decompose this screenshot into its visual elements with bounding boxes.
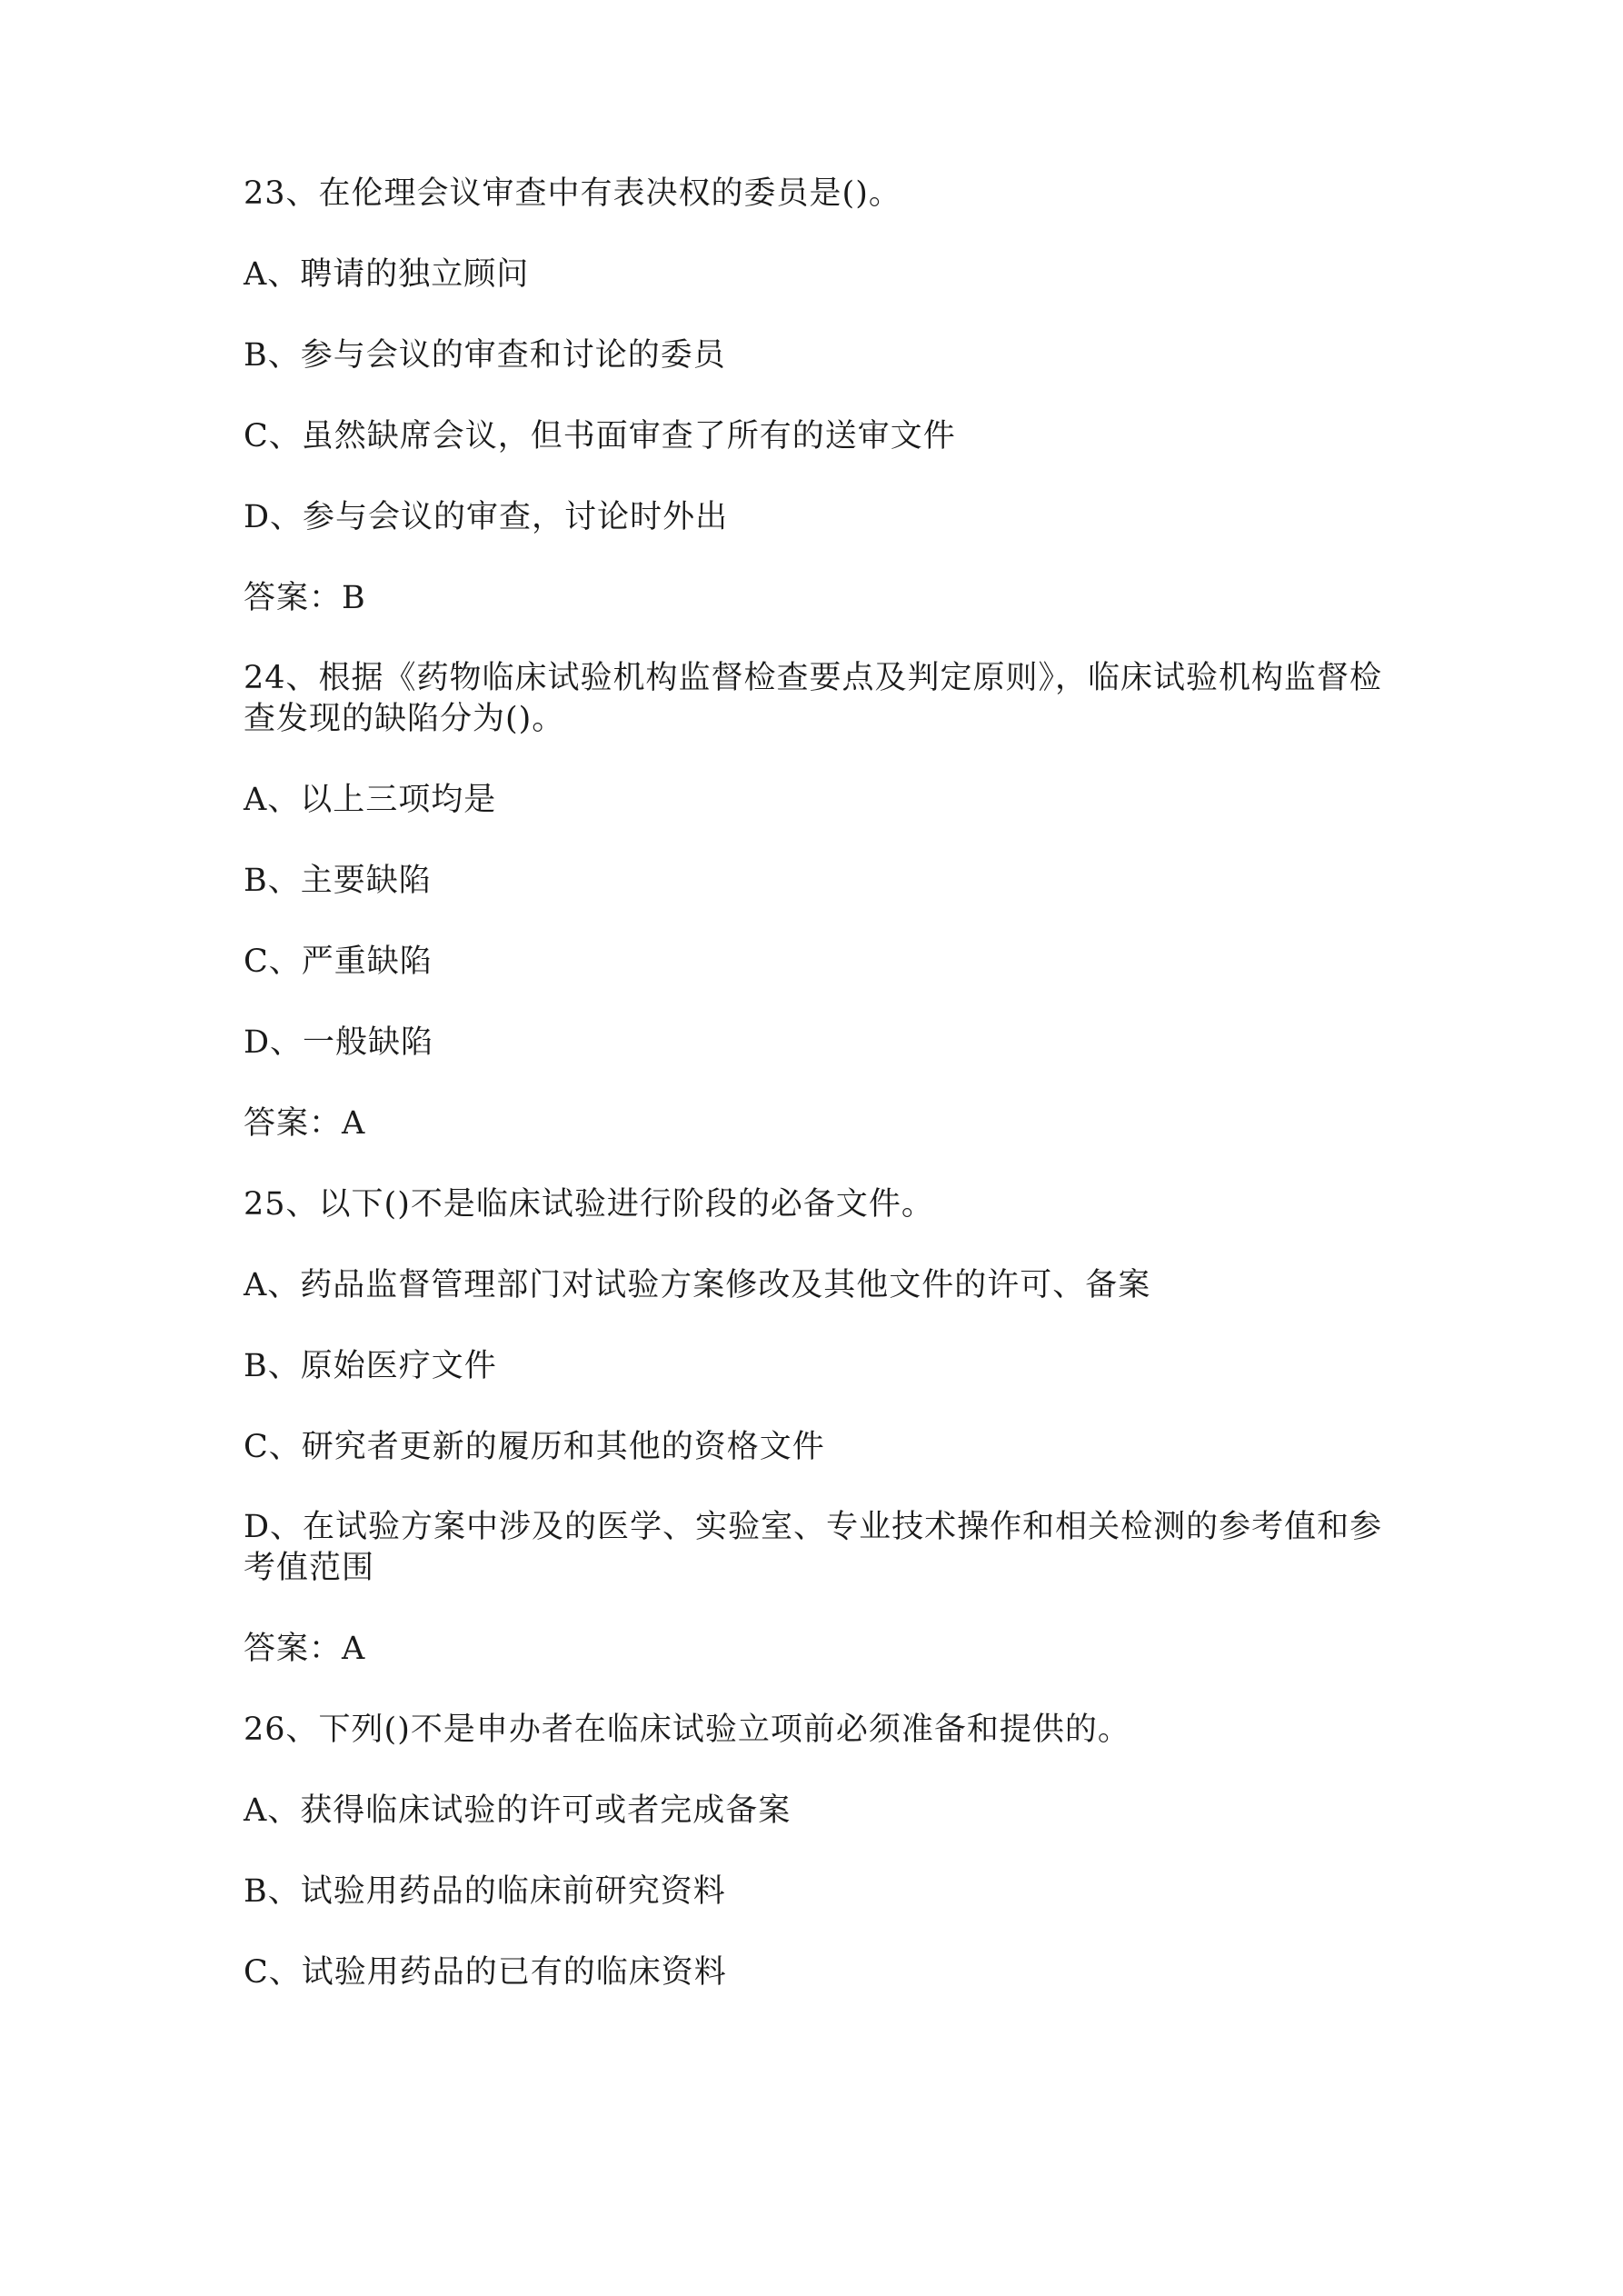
answer: 答案：A bbox=[244, 1105, 366, 1142]
option-c: C、虽然缺席会议，但书面审查了所有的送审文件 bbox=[244, 418, 956, 454]
option-a: A、以上三项均是 bbox=[244, 782, 497, 818]
question-23 bbox=[244, 173, 1389, 619]
option-a: A、药品监督管理部门对试验方案修改及其他文件的许可、备案 bbox=[244, 1267, 1151, 1303]
question-25 bbox=[244, 1183, 1389, 1670]
option-c: C、研究者更新的履历和其他的资格文件 bbox=[244, 1429, 825, 1465]
option-b: B、参与会议的审查和讨论的委员 bbox=[244, 337, 726, 374]
option-c: C、严重缺陷 bbox=[244, 943, 433, 980]
option-c: C、试验用药品的已有的临床资料 bbox=[244, 1954, 727, 1991]
option-d: D、在试验方案中涉及的医学、实验室、专业技术操作和相关检测的参考值和参考值范围 bbox=[244, 1509, 1383, 1586]
question-stem: 23、在伦理会议审查中有表决权的委员是()。 bbox=[244, 175, 901, 212]
question-stem: 26、下列()不是申办者在临床试验立项前必须准备和提供的。 bbox=[244, 1712, 1130, 1748]
option-a: A、获得临床试验的许可或者完成备案 bbox=[244, 1792, 792, 1829]
question-stem: 24、根据《药物临床试验机构监督检查要点及判定原则》，临床试验机构监督检查发现的缺陷分为()。 bbox=[244, 660, 1383, 737]
document-page bbox=[244, 173, 1389, 2032]
answer: 答案：B bbox=[244, 580, 366, 616]
option-a: A、聘请的独立顾问 bbox=[244, 256, 530, 293]
option-b: B、试验用药品的临床前研究资料 bbox=[244, 1873, 726, 1910]
option-d: D、一般缺陷 bbox=[244, 1024, 434, 1061]
option-b: B、原始医疗文件 bbox=[244, 1348, 497, 1384]
question-26 bbox=[244, 1709, 1389, 1993]
option-b: B、主要缺陷 bbox=[244, 863, 432, 899]
option-d: D、参与会议的审查，讨论时外出 bbox=[244, 499, 729, 535]
question-24 bbox=[244, 658, 1389, 1144]
question-stem: 25、以下()不是临床试验进行阶段的必备文件。 bbox=[244, 1186, 934, 1223]
answer: 答案：A bbox=[244, 1631, 366, 1667]
